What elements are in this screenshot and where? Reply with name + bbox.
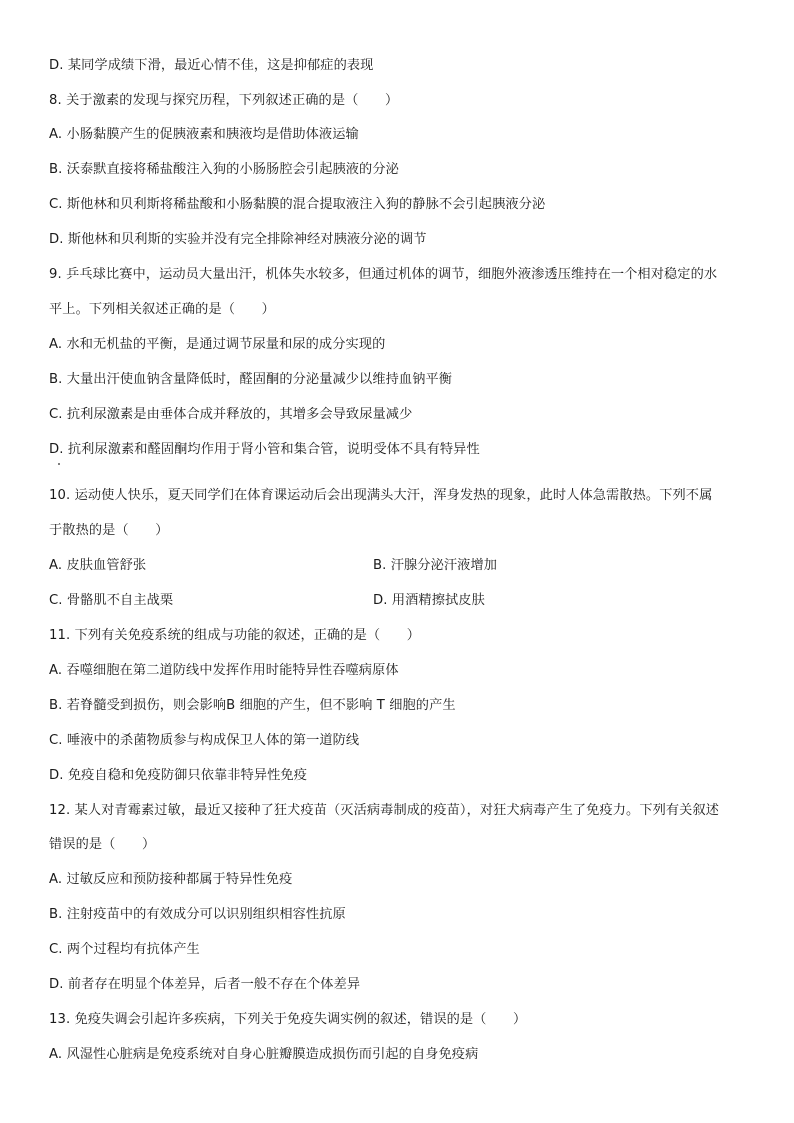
q8-stem: 8. 关于激素的发现与探究历程，下列叙述正确的是（ ） — [49, 93, 399, 108]
q8-option-b: B. 沃泰默直接将稀盐酸注入狗的小肠肠腔会引起胰液的分泌 — [49, 162, 399, 177]
q13-option-a: A. 风湿性心脏病是免疫系统对自身心脏瓣膜造成损伤而引起的自身免疫病 — [49, 1047, 479, 1062]
q10-option-d: D. 用酒精擦拭皮肤 — [373, 593, 485, 608]
q9-option-c: C. 抗利尿激素是由垂体合成并释放的，其增多会导致尿量减少 — [49, 407, 413, 422]
q12-option-d: D. 前者存在明显个体差异，后者一般不存在个体差异 — [49, 977, 361, 992]
q11-stem: 11. 下列有关免疫系统的组成与功能的叙述，正确的是（ ） — [49, 628, 421, 643]
q12-option-c: C. 两个过程均有抗体产生 — [49, 942, 200, 957]
q11-option-c: C. 唾液中的杀菌物质参与构成保卫人体的第一道防线 — [49, 733, 360, 748]
q7-option-d: D. 某同学成绩下滑，最近心情不佳，这是抑郁症的表现 — [49, 58, 374, 73]
q9-stem-line1: 9. 乒乓球比赛中，运动员大量出汗，机体失水较多，但通过机体的调节，细胞外液渗透压维持在一个相对稳定的水 — [49, 267, 718, 282]
q12-option-a: A. 过敏反应和预防接种都属于特异性免疫 — [49, 872, 293, 887]
q12-option-b: B. 注射疫苗中的有效成分可以识别组织相容性抗原 — [49, 907, 346, 922]
q12-stem-line1: 12. 某人对青霉素过敏，最近又接种了狂犬疫苗（灭活病毒制成的疫苗），对狂犬病毒产生了免疫力。下列有关叙述 — [49, 803, 720, 818]
q10-stem-line2: 于散热的是（ ） — [49, 523, 169, 538]
q9-option-b: B. 大量出汗使血钠含量降低时，醛固酮的分泌量减少以维持血钠平衡 — [49, 372, 453, 387]
q10-option-a: A. 皮肤血管舒张 — [49, 558, 147, 573]
q8-option-c: C. 斯他林和贝利斯将稀盐酸和小肠黏膜的混合提取液注入狗的静脉不会引起胰液分泌 — [49, 197, 546, 212]
q10-option-b: B. 汗腺分泌汗液增加 — [373, 558, 498, 573]
stray-dot — [58, 463, 60, 465]
q9-stem-line2: 平上。下列相关叙述正确的是（ ） — [49, 302, 275, 317]
q10-option-c: C. 骨骼肌不自主战栗 — [49, 593, 174, 608]
q10-stem-line1: 10. 运动使人快乐，夏天同学们在体育课运动后会出现满头大汗，浑身发热的现象，此时人体急需散热。下列不属 — [49, 488, 713, 503]
q11-option-d: D. 免疫自稳和免疫防御只依靠非特异性免疫 — [49, 768, 308, 783]
q13-stem: 13. 免疫失调会引起许多疾病，下列关于免疫失调实例的叙述，错误的是（ ） — [49, 1012, 527, 1027]
q11-option-b: B. 若脊髓受到损伤，则会影响B 细胞的产生，但不影响 T 细胞的产生 — [49, 698, 456, 713]
q8-option-d: D. 斯他林和贝利斯的实验并没有完全排除神经对胰液分泌的调节 — [49, 232, 427, 247]
q11-option-a: A. 吞噬细胞在第二道防线中发挥作用时能特异性吞噬病原体 — [49, 663, 399, 678]
q9-option-a: A. 水和无机盐的平衡，是通过调节尿量和尿的成分实现的 — [49, 337, 386, 352]
q12-stem-line2: 错误的是（ ） — [49, 837, 156, 852]
q9-option-d: D. 抗利尿激素和醛固酮均作用于肾小管和集合管，说明受体不具有特异性 — [49, 442, 480, 457]
q8-option-a: A. 小肠黏膜产生的促胰液素和胰液均是借助体液运输 — [49, 127, 359, 142]
